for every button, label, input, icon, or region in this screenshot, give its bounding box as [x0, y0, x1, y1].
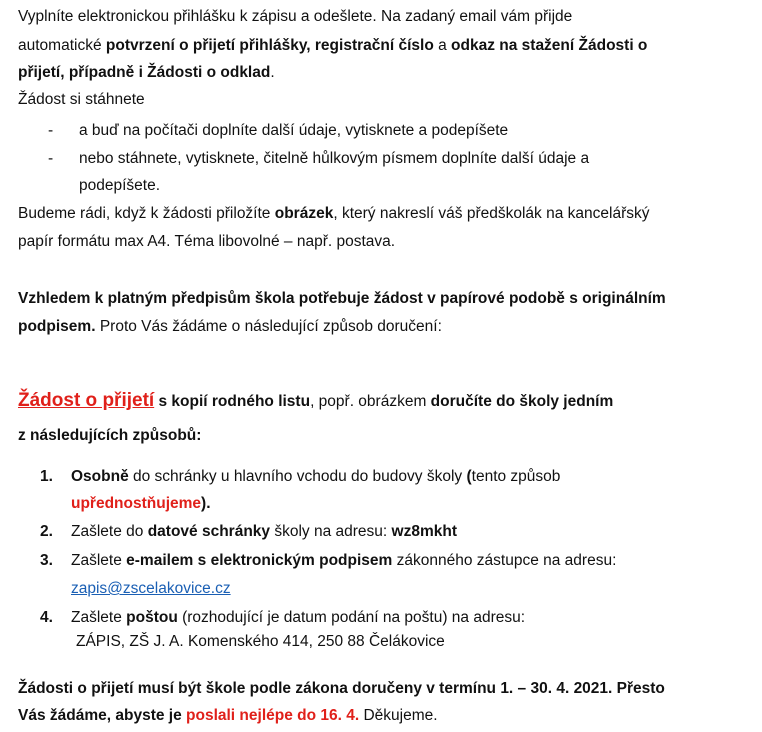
text: zákonného zástupce na adresu: — [392, 552, 617, 569]
intro-line-3 — [18, 64, 275, 82]
option-4-number: 4. — [40, 609, 53, 626]
bold-text: ). — [201, 495, 211, 512]
bullet-2-cont: podepíšete. — [79, 177, 161, 194]
notice-line-1: Vzhledem k platným předpisům škola potřebuje žádost v papírové podobě s originálním — [18, 290, 666, 307]
bold-text: potvrzení o přijetí přihlášky, registrační číslo — [105, 37, 434, 54]
bold-text: poštou — [126, 609, 178, 626]
bullet-1: a buď na počítači doplníte další údaje, vytisknete a podepíšete — [79, 122, 509, 139]
text: Zašlete — [71, 552, 127, 569]
delivery-title: Žádost o přijetí — [18, 390, 155, 411]
option-2 — [71, 523, 457, 541]
bullet-2: nebo stáhnete, vytisknete, čitelně hůlkovým písmem doplníte další údaje a — [79, 150, 590, 167]
delivery-line-2: z následujících způsobů: — [18, 427, 202, 444]
text: Budeme rádi, když k žádosti přiložíte — [18, 205, 275, 222]
bold-text: Osobně — [71, 468, 129, 485]
bold-text: datové schránky — [147, 523, 271, 540]
option-3-email — [71, 580, 231, 598]
option-4 — [71, 609, 525, 627]
highlight-text: upřednostňujeme — [71, 495, 202, 512]
bold-text: e-mailem s elektronickým podpisem — [126, 552, 393, 569]
databox-id: wz8mkht — [391, 523, 457, 540]
bullet-dash: - — [48, 150, 54, 167]
text: školy na adresu: — [270, 523, 392, 540]
bold-text: přijetí, případně i Žádosti o odklad — [18, 64, 271, 81]
text: . — [270, 64, 275, 81]
bullet-dash: - — [48, 122, 54, 139]
text: Děkujeme. — [359, 707, 438, 724]
option-1-number: 1. — [40, 468, 53, 485]
text: , popř. obrázkem — [310, 393, 431, 410]
option-3 — [71, 552, 616, 570]
postal-address: ZÁPIS, ZŠ J. A. Komenského 414, 250 88 Čelákovice — [76, 633, 445, 650]
text: automatické — [18, 37, 106, 54]
footer-line-2 — [18, 707, 438, 725]
bold-text: s kopií rodného listu — [154, 393, 311, 410]
picture-para-1 — [18, 205, 650, 223]
bold-text: podpisem. — [18, 318, 96, 335]
notice-line-2 — [18, 318, 442, 336]
intro-line-4: Žádost si stáhnete — [18, 91, 145, 108]
text: Proto Vás žádáme o následující způsob doručení: — [95, 318, 442, 335]
footer-line-1: Žádosti o přijetí musí být škole podle zákona doručeny v termínu 1. – 30. 4. 2021. Přesto — [18, 680, 665, 697]
bold-text: obrázek — [274, 205, 334, 222]
option-3-number: 3. — [40, 552, 53, 569]
text: Zašlete — [71, 609, 127, 626]
bold-text: odkaz na stažení Žádosti o — [451, 37, 648, 54]
text: a — [433, 37, 452, 54]
option-1-cont — [71, 495, 211, 513]
text: Zašlete do — [71, 523, 148, 540]
text: (rozhodující je datum podání na poštu) na adresu: — [177, 609, 526, 626]
deadline-highlight: poslali nejlépe do 16. 4. — [186, 707, 360, 724]
intro-line-1: Vyplníte elektronickou přihlášku k zápisu a odešlete. Na zadaný email vám přijde — [18, 8, 573, 25]
delivery-line-1 — [18, 390, 613, 412]
bold-text: ( — [466, 468, 472, 485]
option-2-number: 2. — [40, 523, 53, 540]
picture-para-2: papír formátu max A4. Téma libovolné – např. postava. — [18, 233, 396, 250]
text: tento způsob — [471, 468, 561, 485]
text: , který nakreslí váš předškolák na kancelářský — [333, 205, 650, 222]
bold-text: doručíte do školy jedním — [430, 393, 614, 410]
intro-line-2 — [18, 37, 647, 55]
bold-text: Vás žádáme, abyste je — [18, 707, 187, 724]
email-link[interactable]: zapis@zscelakovice.cz — [71, 580, 231, 597]
text: do schránky u hlavního vchodu do budovy školy — [128, 468, 467, 485]
option-1 — [71, 468, 560, 486]
